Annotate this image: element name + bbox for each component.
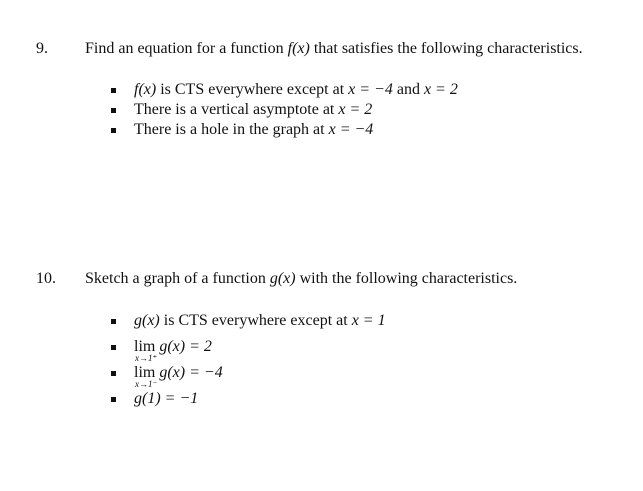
bullet-marker [111, 397, 116, 402]
characteristic-point-value [110, 389, 386, 409]
question-number: 10. [36, 270, 56, 287]
limit-operator: lim [134, 338, 156, 355]
prompt-text-before: Sketch a graph of a function [85, 270, 270, 287]
math-expression: x = 1 [351, 312, 386, 329]
bullet-marker [111, 88, 116, 93]
limit-subscript: x→1⁺ [135, 353, 158, 363]
limit-expression [134, 337, 212, 363]
characteristic-text: and [392, 81, 424, 98]
bullet-marker [111, 319, 116, 324]
limit-subscript: x→1⁻ [135, 379, 158, 389]
math-expression: g(x) = −4 [155, 364, 223, 381]
prompt-function: f(x) [287, 40, 310, 57]
math-expression: x = −4 [348, 81, 393, 98]
prompt-text-after: with the following characteristics. [295, 270, 518, 287]
limit-operator: lim [134, 364, 156, 381]
prompt-function: g(x) [269, 270, 296, 287]
prompt-text-before: Find an equation for a function [85, 40, 288, 57]
math-expression: x = −4 [328, 121, 374, 138]
prompt-text-after: that satisfies the following characteristics. [309, 40, 583, 57]
bullet-marker [111, 108, 116, 113]
characteristics-list [110, 311, 386, 409]
characteristic-hole [110, 120, 458, 140]
question-prompt [85, 40, 583, 58]
characteristic-asymptote [110, 100, 458, 120]
bullet-marker [111, 371, 116, 376]
limit-expression [134, 363, 223, 389]
characteristic-continuity [110, 311, 386, 337]
bullet-marker [111, 345, 116, 350]
characteristic-continuity [110, 80, 458, 100]
math-expression: x = 2 [423, 81, 458, 98]
characteristics-list [110, 80, 458, 140]
math-expression: f(x) [134, 81, 157, 98]
characteristic-text: There is a hole in the graph at [134, 121, 329, 138]
characteristic-left-limit [110, 363, 386, 389]
characteristic-text: There is a vertical asymptote at [134, 101, 339, 118]
question-prompt [85, 270, 517, 288]
characteristic-right-limit [110, 337, 386, 363]
math-expression: x = 2 [338, 101, 373, 118]
math-expression: g(1) = −1 [134, 390, 199, 407]
characteristic-text: is CTS everywhere except at [156, 81, 349, 98]
math-expression: g(x) [134, 312, 160, 329]
bullet-marker [111, 128, 116, 133]
math-expression: g(x) = 2 [155, 338, 212, 355]
characteristic-text: is CTS everywhere except at [159, 312, 352, 329]
question-number: 9. [36, 40, 48, 57]
